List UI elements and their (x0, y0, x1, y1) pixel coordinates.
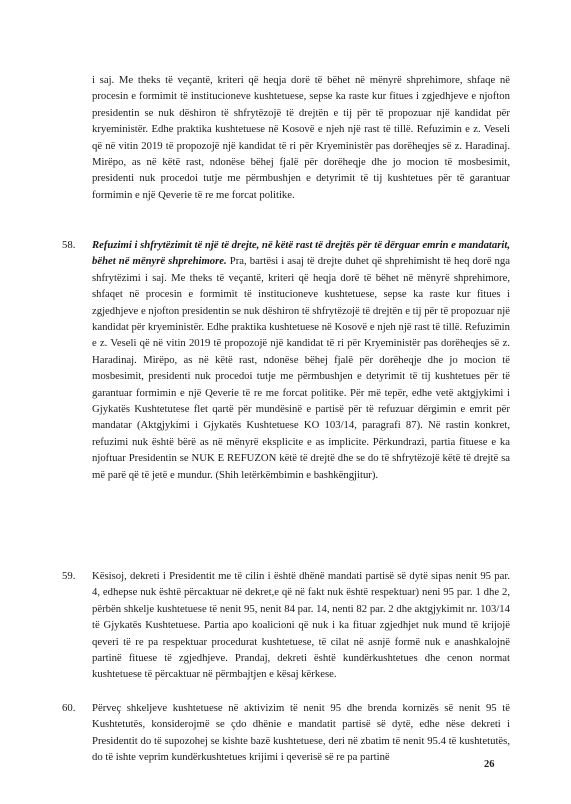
paragraph-58-lead: Refuzimi i shfrytëzimit të një të drejte, në këtë rast të drejtës për të dërguar emrin e mandatarit, bëhet në mënyrë shprehimore. (92, 239, 510, 268)
intro-paragraph-text: i saj. Me theks të veçantë, kriteri që heqja dorë të bëhet në mënyrë shprehimore, shfaqe në procesin e formimit të institucioneve kushtetuese, sepse ka raste kur fitues i zgjedhjeve e njofton presidentin se nuk dëshiron të shfrytëzojë të drejtën e tij për të propozuar një kandidat për kryeministër. Edhe praktika kushtetuese në Kosovë e njeh një rast të tillë. Refuzimin e z. Veseli që në vitin 2019 të propozojë një kandidat të ri për Kryeministër pas dorëheqjes së z. Haradinaj. Mirëpo, as në këtë rast, ndonëse bëhej fjalë për dorëheqje dhe jo mocion të mosbesimit, presidenti nuk procedoi tutje me përmbushjen e detyrimit të tij kushtetues për të garantuar formimin e një Qeverie të re me forcat politike. (92, 74, 510, 201)
paragraph-60 (92, 700, 510, 766)
paragraph-59 (92, 568, 510, 683)
paragraph-number-60: 60. (62, 702, 76, 714)
paragraph-58 (92, 237, 510, 483)
paragraph-59-body: Kësisoj, dekreti i Presidentit me të cilin i është dhënë mandati partisë së dytë sipas nenit 95 par. 4, edhepse nuk është përcaktuar në dekret,e që në fakt nuk është respektuar) neni 95 par. 1 dhe 2, përbën shkelje kushtetuese të nenit 95, nenit 84 par. 14, nenti 82 par. 2 dhe aktgjykimit nr. 103/14 të Gjykatës Kushtetuese. Partia apo koalicioni që nuk i ka fituar zgjedhjet nuk mund të krijojë qeveri të re pa respektuar procedurat kushtetuese, të cilat në asnjë formë nuk e anashkalojnë partinë fituese të zgjedhjeve. Prandaj, dekreti është kundërkushtetues dhe cenon normat kushtetuese të përcaktuar në përmbajtjen e kësaj kërkese. (92, 570, 510, 681)
paragraph-number-59: 59. (62, 570, 76, 582)
paragraph-60-body: Përveç shkeljeve kushtetuese në aktivizim të nenit 95 dhe brenda kornizës së nenit 95 të Kushtetutës, konsiderojmë se çdo dhënie e mandatit partisë së dytë, edhe nëse dekreti i Presidentit do të supozohej se kishte bazë kushtetuese, deri në zbatim të nenit 95.4 të kushtetutës, do të ishte veprim kundërkushtetues krijimi i qeverisë së re pa partinë (92, 702, 510, 764)
paragraph-58-body: Pra, bartësi i asaj të drejte duhet që shprehimisht të heq dorë nga shfrytëzimi i saj. Me theks të veçantë, kriteri që heqja dorë të bëhet në mënyrë shprehimore, shfaqet në procesin e formimit të institucioneve kushtetuese, sepse ka raste kur fitues i zgjedhjeve e njofton presidentin se nuk dëshiron të shfrytëzojë të drejtën e tij për të propozuar një kandidat për kryeministër. Edhe praktika kushtetuese në Kosovë e njeh një rast të tillë. Refuzimin e z. Veseli që në vitin 2019 të propozojë një kandidat të ri për Kryeministër pas dorëheqjes së z. Haradinaj. Mirëpo, as në këtë rast, ndonëse bëhej fjalë për dorëheqje dhe jo mocion të mosbesimit, presidenti nuk procedoi tutje me përmbushjen e detyrimit të tij kushtetues për të garantuar formimin e një Qeverie të re me forcat politike. Për më tepër, edhe vetë aktgjykimi i Gjykatës Kushtetutese flet qartë për mundësinë e partisë për të refuzuar dërgimin e emrit për mandatar (Aktgjykimi i Gjykatës Kushtetuese KO 103/14, paragrafi 87). Në rastin konkret, refuzimi nuk është bërë as në mënyrë eksplicite e as implicite. Përkundrazi, partia fituese e ka njoftuar Presidentin se NUK E REFUZON këtë të drejtë dhe se do të shfrytëzojë këtë të drejtë sa më parë që të jetë e mundur. (Shih letërkëmbimin e bashkëngjitur). (92, 255, 510, 481)
intro-paragraph (92, 72, 510, 203)
page-number: 26 (484, 759, 495, 770)
paragraph-number-58: 58. (62, 239, 76, 251)
